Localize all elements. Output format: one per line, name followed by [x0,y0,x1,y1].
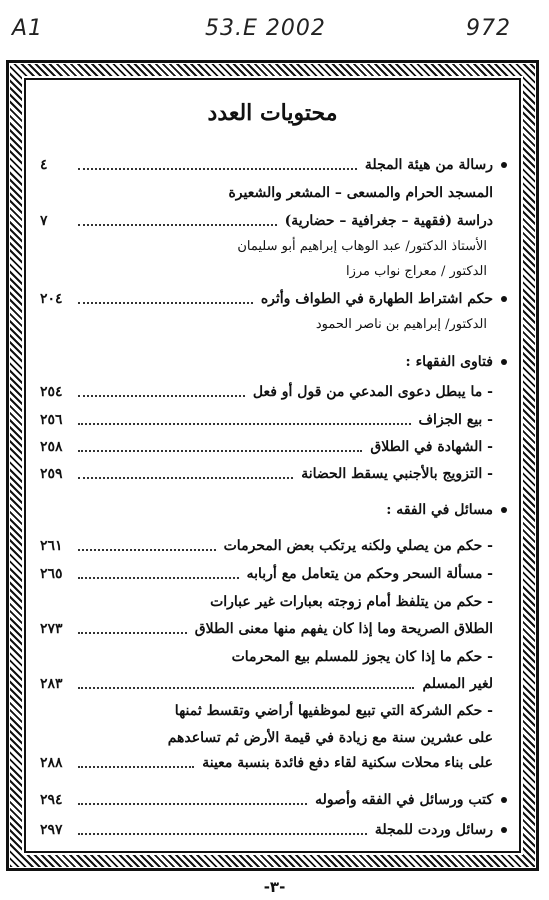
toc-page-number: ٢٩٧ [40,822,63,838]
dot-leader [78,168,357,170]
toc-entry-text: رسائل وردت للمجلة [374,822,493,838]
toc-line [34,788,511,812]
toc-page-number: ٢٥٩ [40,466,63,482]
toc-entry-text: المسجد الحرام والمسعى – المشعر والشعيرة [228,185,493,201]
toc-line [34,153,511,177]
toc-line [34,534,511,558]
toc-page-number: ٢٩٤ [40,792,63,808]
toc-page-number: ٢٨٨ [40,755,63,771]
toc-line [34,699,511,723]
toc-entry-text: على عشرين سنة مع زيادة في قيمة الأرض ثم تساعدهم [167,730,493,746]
toc-entry-text: لغير المسلم [422,676,493,692]
dot-leader [78,687,414,689]
dot-leader [78,477,293,479]
toc-entry-text: الطلاق الصريحة وما إذا كان يفهم منها معنى الطلاق [194,621,493,637]
toc-entry-text: على بناء محلات سكنية لقاء دفع فائدة بنسبة معينة [202,755,493,771]
toc-entry-text: فتاوى الفقهاء : [405,354,493,370]
dot-leader [78,577,239,579]
toc-page-number: ٤ [40,157,48,173]
toc-entry-text: مسائل في الفقه : [386,502,493,518]
toc-line [34,435,511,459]
dot-leader [78,803,307,805]
toc-line [34,462,511,486]
dot-leader [78,833,367,835]
bullet-icon [501,827,507,833]
handwritten-note-center: 53.E 2002 [205,16,326,41]
dot-leader [78,450,362,452]
handwritten-note-left: A1 [12,16,44,41]
page-number: -٣- [263,878,286,896]
page-title: محتويات العدد [207,100,338,126]
toc-entry-text: - حكم ما إذا كان يجوز للمسلم بيع المحرمات [231,649,493,665]
bullet-icon [501,162,507,168]
toc-line [34,590,511,614]
toc-line [34,672,511,696]
toc-entry-text: - مسألة السحر وحكم من يتعامل مع أربابه [246,566,493,582]
toc-page-number: ٢٦١ [40,538,63,554]
toc-entry-text: الدكتور/ إبراهيم بن ناصر الحمود [315,317,487,332]
toc-page-number: ٧ [40,213,48,229]
toc-line [34,350,511,374]
bullet-icon [501,797,507,803]
bullet-icon [501,296,507,302]
toc-entry-text: دراسة (فقهية – جغرافية – حضارية) [284,213,493,229]
toc-line [34,287,511,311]
toc-line [34,562,511,586]
toc-entry-text: الدكتور / معراج نواب مرزا [345,264,487,279]
toc-line [34,235,511,259]
toc-entry-text: - حكم الشركة التي تبيع لموظفيها أراضي وتقسط ثمنها [174,703,493,719]
toc-page-number: ٢٥٨ [40,439,63,455]
toc-entry-text: حكم اشتراط الطهارة في الطواف وأثره [260,291,493,307]
toc-entry-text: - حكم من يتلفظ أمام زوجته بعبارات غير عبارات [210,594,493,610]
bullet-icon [501,359,507,365]
toc-page-number: ٢٨٣ [40,676,63,692]
toc-entry-text: كتب ورسائل في الفقه وأصوله [315,792,493,808]
toc-line [34,260,511,284]
toc-page-number: ٢٥٤ [40,384,63,400]
toc-entry-text: الأستاذ الدكتور/ عبد الوهاب إبراهيم أبو سليمان [237,239,487,254]
toc-line [34,498,511,522]
toc-entry-text: رسالة من هيئة المجلة [364,157,493,173]
toc-line [34,751,511,775]
toc-line [34,818,511,842]
toc-entry-text: - الشهادة في الطلاق [370,439,493,455]
dot-leader [78,632,187,634]
toc-entry-text: - حكم من يصلي ولكنه يرتكب بعض المحرمات [223,538,493,554]
toc-line [34,380,511,404]
handwritten-note-right: 972 [466,16,511,41]
toc-page-number: ٢٠٤ [40,291,63,307]
toc-entry-text: - بيع الجزاف [418,412,493,428]
bullet-icon [501,507,507,513]
toc-entry-text: - ما يبطل دعوى المدعي من قول أو فعل [252,384,493,400]
toc-line [34,645,511,669]
toc-line [34,617,511,641]
toc-page-number: ٢٧٣ [40,621,63,637]
toc-page-number: ٢٥٦ [40,412,63,428]
dot-leader [78,224,277,226]
toc-line [34,181,511,205]
toc-page-number: ٢٦٥ [40,566,63,582]
toc-line [34,408,511,432]
toc-line [34,209,511,233]
dot-leader [78,549,216,551]
dot-leader [78,766,194,768]
dot-leader [78,423,411,425]
dot-leader [78,395,245,397]
toc-line [34,313,511,337]
dot-leader [78,302,253,304]
toc-entry-text: - التزويج بالأجنبي يسقط الحضانة [301,466,493,482]
toc-line [34,726,511,750]
table-of-contents [34,90,511,840]
